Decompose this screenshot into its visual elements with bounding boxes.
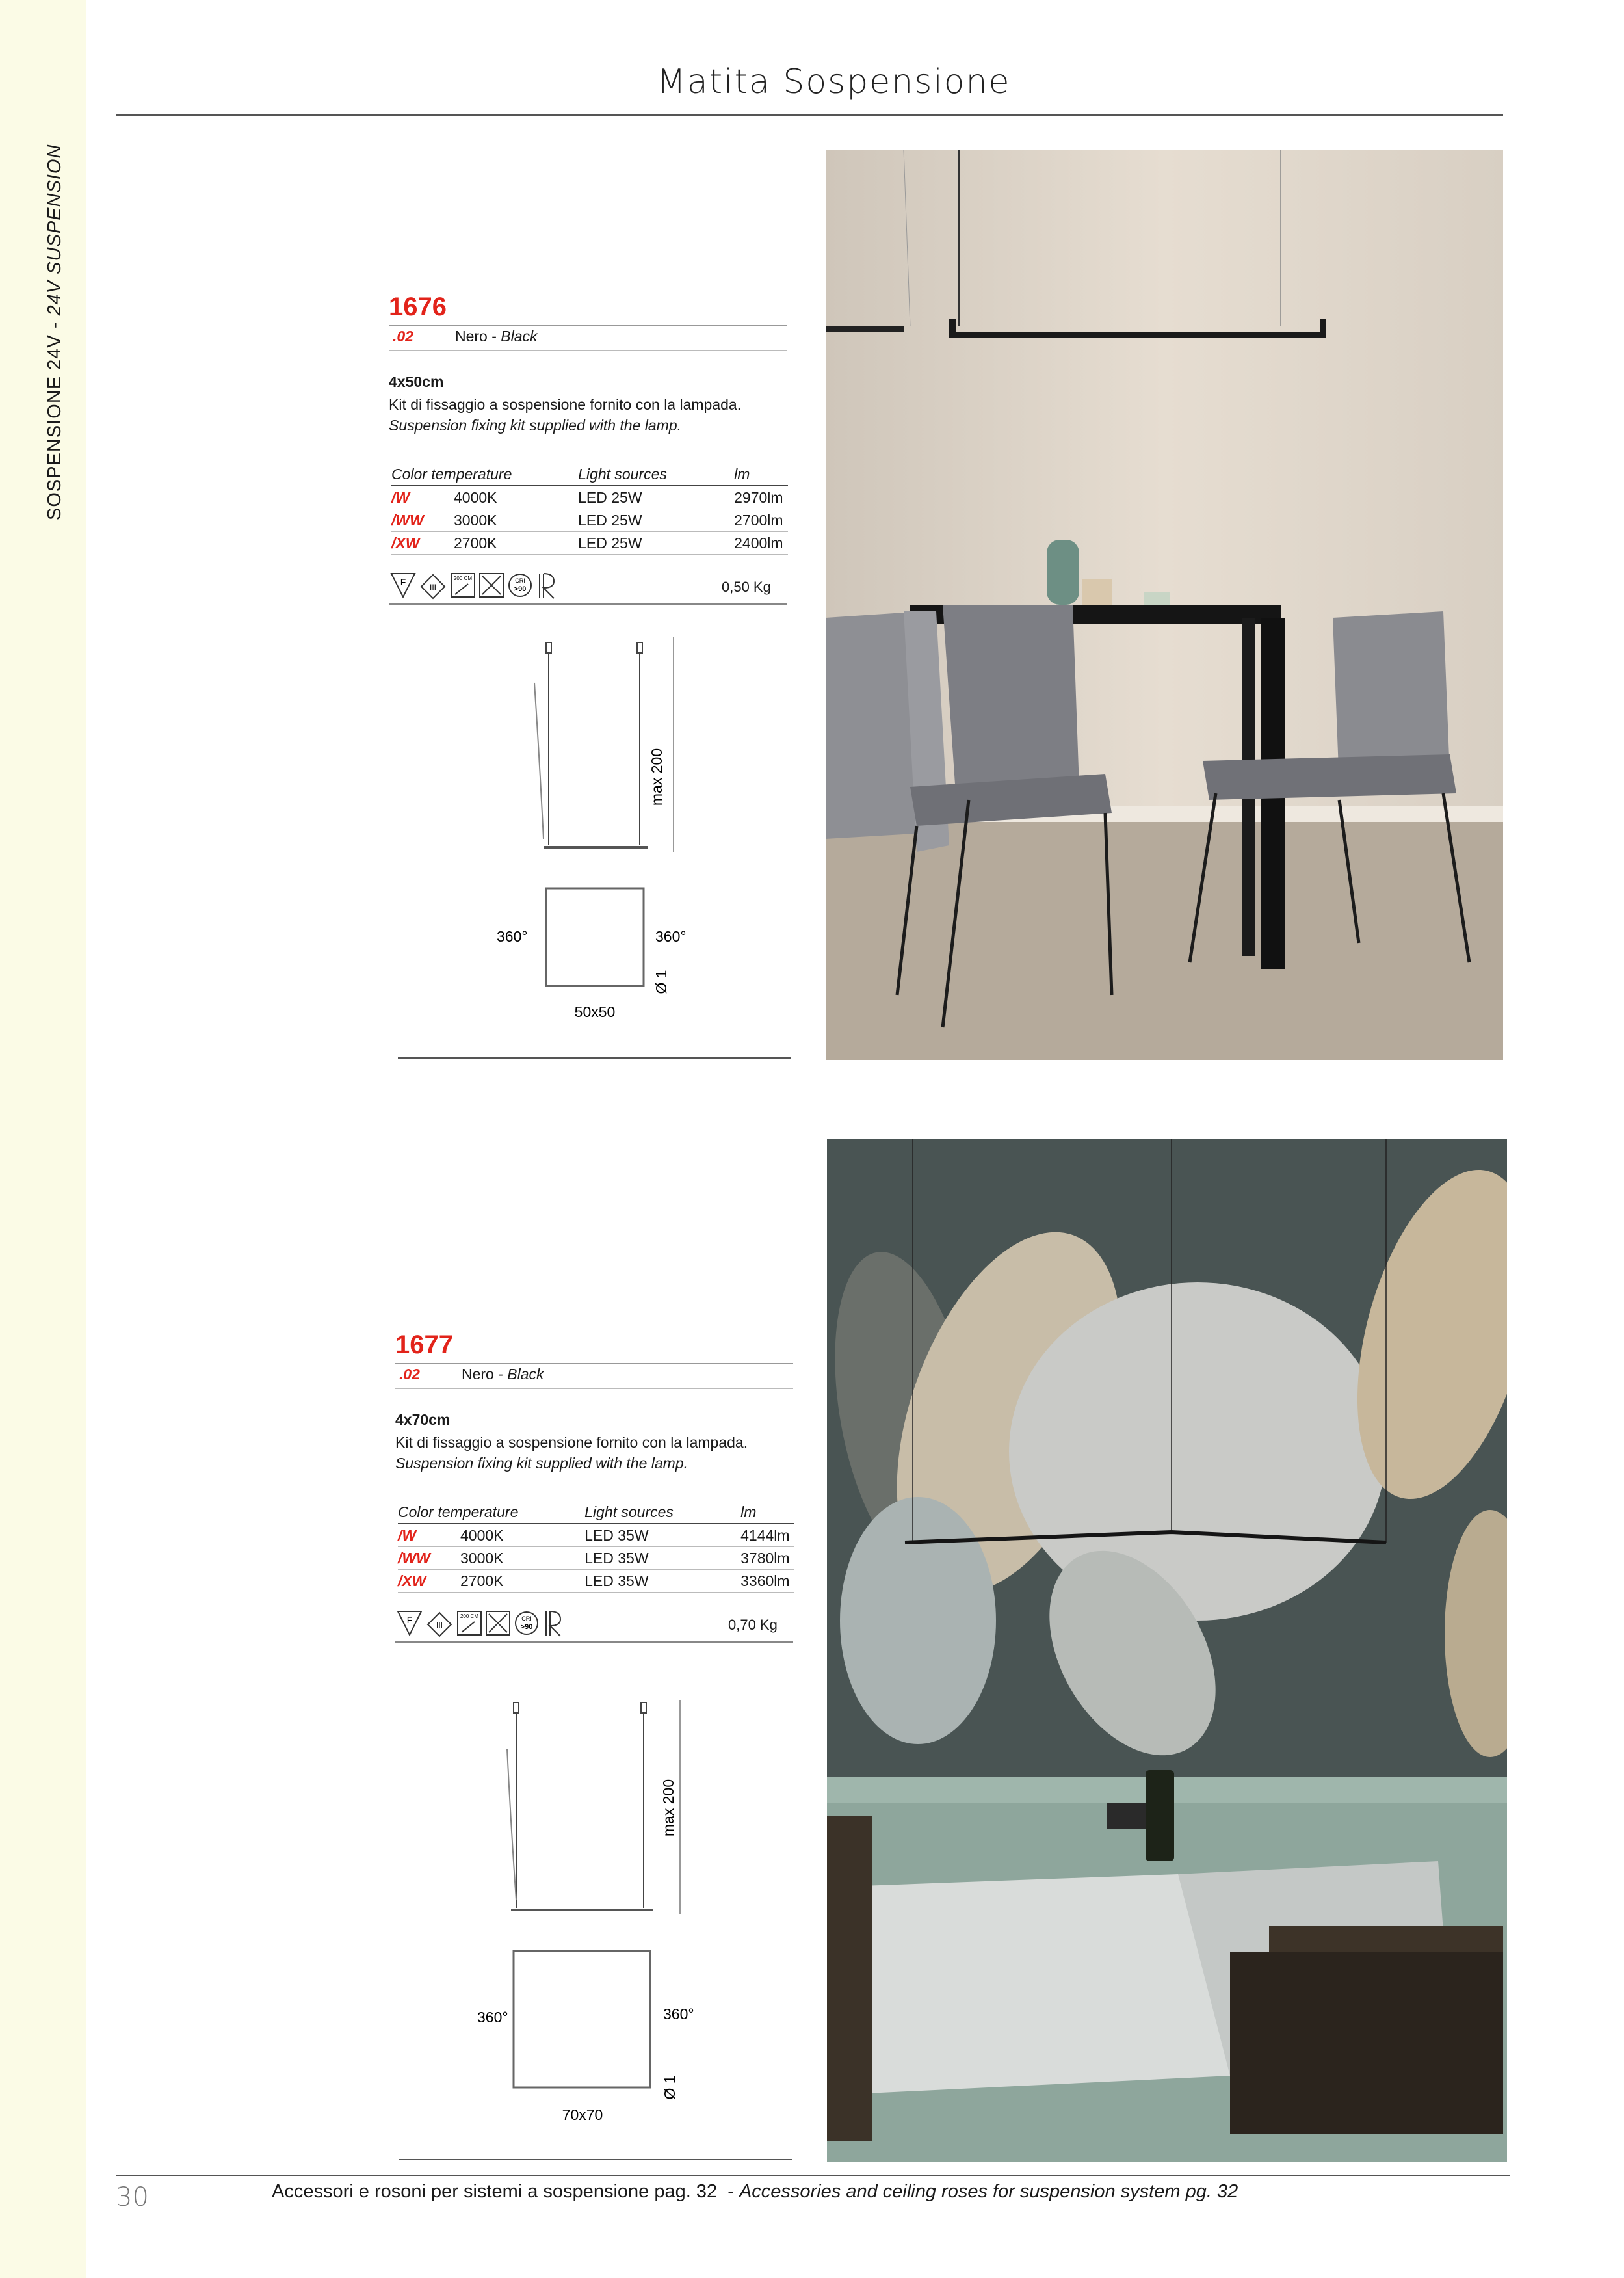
svg-text:70x70: 70x70: [562, 2106, 603, 2123]
product-weight: 0,70 Kg: [728, 1617, 778, 1633]
side-strip: [0, 0, 86, 2278]
spec-table: [391, 463, 788, 555]
no-cover-icon: [480, 574, 503, 597]
product-separator: [399, 2159, 792, 2160]
finish-code: .02: [393, 328, 413, 345]
kit-it: Kit di fissaggio a sospensione fornito con la lampada.: [395, 1434, 748, 1451]
svg-text:50x50: 50x50: [574, 1003, 616, 1020]
kit-text: [389, 394, 741, 436]
finish-line: [399, 1366, 544, 1383]
finish-en: Black: [507, 1366, 544, 1383]
header-lm: lm: [740, 1501, 794, 1524]
finish-en: Black: [501, 328, 538, 345]
icons-rule: [395, 1641, 793, 1643]
svg-text:200 CM: 200 CM: [453, 576, 473, 581]
table-row: /XW 2700K LED 35W 3360lm: [398, 1570, 794, 1593]
technical-drawing: [468, 1691, 715, 2143]
table-row: /W 4000K LED 25W 2970lm: [391, 486, 788, 509]
footer-note: Accessori e rosoni per sistemi a sospensione pag. 32 - Accessories and ceiling roses for suspension system pg. 32: [272, 2181, 1238, 2202]
no-cover-icon: [486, 1611, 510, 1635]
svg-text:Ø 1: Ø 1: [653, 970, 670, 994]
certification-icons: [397, 1609, 585, 1643]
spec-table: [398, 1501, 794, 1593]
kit-text: [395, 1432, 748, 1474]
r-mark-icon: [546, 1611, 560, 1636]
finish-it: Nero -: [462, 1366, 508, 1383]
icons-rule: [389, 603, 787, 605]
finish-rule: [389, 350, 787, 351]
f-mark-icon: [398, 1611, 421, 1635]
kit-en: Suspension fixing kit supplied with the lamp.: [389, 417, 682, 434]
finish-line: [393, 328, 538, 345]
side-label: SOSPENSIONE 24V - 24V SUSPENSION: [44, 144, 65, 520]
svg-text:>90: >90: [520, 1623, 533, 1631]
svg-text:CRI: CRI: [515, 577, 525, 584]
class-iii-icon: [421, 575, 445, 598]
svg-text:max 200: max 200: [660, 1779, 677, 1837]
header-color-temperature: Color temperature: [391, 463, 578, 486]
product-weight: 0,50 Kg: [722, 579, 771, 595]
cri-icon: [516, 1612, 538, 1634]
table-row: /XW 2700K LED 25W 2400lm: [391, 532, 788, 555]
header-rule: [116, 114, 1503, 116]
table-row: /W 4000K LED 35W 4144lm: [398, 1524, 794, 1547]
svg-text:III: III: [429, 583, 437, 592]
svg-text:max 200: max 200: [648, 748, 665, 806]
svg-text:360°: 360°: [497, 928, 528, 945]
svg-text:III: III: [436, 1621, 443, 1630]
svg-text:360°: 360°: [655, 928, 687, 945]
product-size: 4x50cm: [389, 373, 444, 390]
svg-text:200 CM: 200 CM: [460, 1613, 479, 1619]
svg-text:CRI: CRI: [521, 1615, 532, 1622]
kit-en: Suspension fixing kit supplied with the lamp.: [395, 1455, 688, 1472]
certification-icons: [390, 571, 579, 605]
product-photo-dining: [826, 150, 1503, 1060]
product-code: 1676: [389, 293, 447, 321]
class-iii-icon: [428, 1613, 451, 1636]
table-row: /WW 3000K LED 35W 3780lm: [398, 1547, 794, 1570]
product-separator: [398, 1057, 791, 1059]
cable-length-icon: [451, 574, 475, 597]
header-color-temperature: Color temperature: [398, 1501, 584, 1524]
footer-rule: [116, 2175, 1510, 2176]
header-lm: lm: [734, 463, 788, 486]
header-light-sources: Light sources: [584, 1501, 740, 1524]
code-rule: [395, 1363, 793, 1364]
product-size: 4x70cm: [395, 1411, 451, 1428]
finish-code: .02: [399, 1366, 420, 1383]
cri-icon: [509, 574, 531, 596]
finish-rule: [395, 1388, 793, 1389]
page-title: Matita Sospensione: [657, 62, 1011, 101]
header-light-sources: Light sources: [578, 463, 734, 486]
svg-text:360°: 360°: [477, 2009, 508, 2026]
svg-text:F: F: [400, 577, 406, 587]
technical-drawing: [481, 631, 715, 1037]
svg-text:>90: >90: [514, 585, 527, 593]
table-row: /WW 3000K LED 25W 2700lm: [391, 509, 788, 532]
finish-it: Nero -: [455, 328, 501, 345]
product-photo-restaurant: [827, 1139, 1507, 2162]
kit-it: Kit di fissaggio a sospensione fornito con la lampada.: [389, 396, 742, 413]
r-mark-icon: [540, 574, 554, 598]
code-rule: [389, 325, 787, 326]
svg-text:Ø 1: Ø 1: [661, 2075, 678, 2100]
page-number: 30: [116, 2182, 149, 2212]
f-mark-icon: [391, 574, 415, 597]
svg-text:360°: 360°: [663, 2006, 694, 2022]
cable-length-icon: [458, 1611, 481, 1635]
product-code: 1677: [395, 1331, 453, 1359]
svg-text:F: F: [406, 1615, 413, 1625]
